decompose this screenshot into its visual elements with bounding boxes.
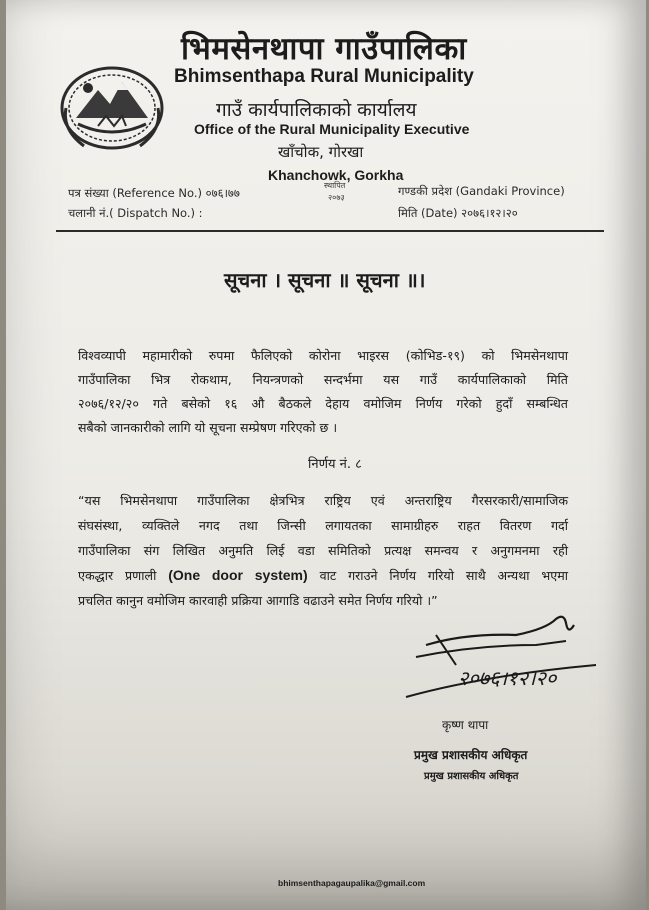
letter-date: मिति (Date) २०७६।१२।२०: [398, 206, 518, 220]
municipality-name-english: Bhimsenthapa Rural Municipality: [174, 66, 474, 87]
stamp-year: २०७३: [328, 193, 345, 202]
paragraph-line: संघसंस्था, व्यक्तिले नगद तथा जिन्सी लगायतका सामाग्रीहरु राहत वितरण गर्दा: [78, 518, 568, 533]
province: गण्डकी प्रदेश (Gandaki Province): [398, 184, 565, 198]
decision-number: निर्णय नं. ८: [308, 457, 362, 472]
paragraph-line: २०७६/१२/२० गते बसेको १६ औ बैठकले देहाय वमोजिम निर्णय गरेको हुदाँ सम्बन्धित: [78, 396, 568, 411]
paragraph-line: सबैको जानकारीको लागि यो सूचना सम्प्रेषण गरिएको छ ।: [78, 420, 338, 435]
place-english: Khanchowk, Gorkha: [268, 167, 404, 183]
signatory-title-stamp: प्रमुख प्रशासकीय अधिकृत: [424, 771, 519, 782]
paragraph-line: [78, 563, 568, 588]
place-nepali: खाँचोक, गोरखा: [278, 143, 364, 161]
paragraph-line: प्रचलित कानुन वमोजिम कारवाही प्रक्रिया आगाडि वढाउने समेत निर्णय गरियो ।”: [78, 593, 438, 608]
notice-title: सूचना । सूचना ॥ सूचना ॥।: [224, 268, 426, 292]
paragraph-line: विश्वव्यापी महामारीको रुपमा फैलिएको कोरोना भाइरस (कोभिड-१९) को भिमसेनथापा: [78, 348, 568, 363]
signatory-name: कृष्ण थापा: [442, 718, 489, 732]
nepal-government-emblem-icon: [58, 60, 166, 152]
paragraph-line: गाउँपालिका भित्र रोकथाम, नियन्त्रणको सन्दर्भमा यस गाउँ कार्यपालिकाको मिति: [78, 372, 568, 387]
decision-paragraph: [78, 488, 568, 613]
handwritten-signature: [396, 605, 646, 710]
one-door-system-term: (One door system): [168, 567, 308, 583]
reference-number: पत्र संख्या (Reference No.) ०७६।७७: [68, 186, 240, 200]
municipality-name-nepali: भिमसेनथापा गाउँपालिका: [181, 31, 467, 67]
line-text: वाट गराउने निर्णय गरियो साथै अन्यथा भएमा: [307, 568, 569, 583]
office-name-nepali: गाउँ कार्यपालिकाको कार्यालय: [216, 99, 417, 121]
line-text: एकद्धार प्रणाली: [78, 568, 169, 583]
handwritten-date: २०७६।१२।२०: [458, 666, 557, 690]
office-name-english: Office of the Rural Municipality Executive: [194, 121, 470, 137]
signatory-title: प्रमुख प्रशासकीय अधिकृत: [414, 748, 528, 762]
paragraph-line: गाउँपालिका संग लिखित अनुमति लिई वडा समितिको प्रत्यक्ष समन्वय र अनुगमनमा रही: [78, 543, 568, 558]
dispatch-number: चलानी नं.( Dispatch No.) :: [68, 206, 203, 220]
notice-paragraph: [78, 344, 568, 440]
header-divider: [56, 230, 604, 232]
paragraph-line: “यस भिमसेनथापा गाउँपालिका क्षेत्रभित्र राष्ट्रिय एवं अन्तराष्ट्रिय गैरसरकारी/सामाजिक: [78, 493, 568, 508]
footer-email: bhimsenthapagaupalika@gmail.com: [278, 878, 426, 888]
letter-page: [6, 0, 646, 910]
stamp-text: स्थापित: [324, 181, 346, 190]
